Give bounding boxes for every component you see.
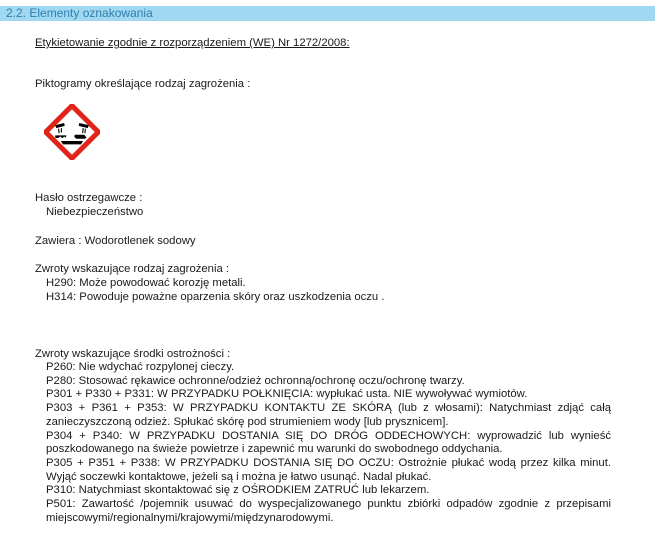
pictograms-label: Piktogramy określające rodzaj zagrożenia : — [35, 78, 251, 90]
signal-word-value: Niebezpieczeństwo — [46, 206, 144, 218]
ghs05-corrosive-icon — [44, 104, 100, 160]
hazard-statement: H290: Może powodować korozję metali. — [46, 277, 246, 289]
precautionary-statement: P303 + P361 + P353: W PRZYPADKU KONTAKTU ZE SKÓRĄ (lub z włosami): Natychmiast zdjąć całą zanieczyszczoną odzież. Spłukać skórę pod strumieniem wody [lub prysznicem]. — [46, 402, 611, 428]
precautionary-statement: P301 + P330 + P331: W PRZYPADKU POŁKNIĘCIA: wypłukać usta. NIE wywoływać wymiotów. — [46, 388, 528, 401]
precautionary-statement: P310: Natychmiast skontaktować się z OŚRODKIEM ZATRUĆ lub lekarzem. — [46, 484, 430, 497]
contains-text: Zawiera : Wodorotlenek sodowy — [35, 235, 196, 247]
hazard-statements-label: Zwroty wskazujące rodzaj zagrożenia : — [35, 263, 230, 275]
regulation-heading: Etykietowanie zgodnie z rozporządzeniem (WE) Nr 1272/2008: — [35, 37, 350, 49]
signal-word-label: Hasło ostrzegawcze : — [35, 192, 143, 204]
precautionary-statement: P280: Stosować rękawice ochronne/odzież ochronną/ochronę oczu/ochronę twarzy. — [46, 374, 465, 387]
precautionary-statements-list — [46, 361, 611, 525]
hazard-statement: H314: Powoduje poważne oparzenia skóry oraz uszkodzenia oczu . — [46, 291, 385, 303]
precautionary-statements-label: Zwroty wskazujące środki ostrożności : — [35, 348, 231, 360]
precautionary-statement: P305 + P351 + P338: W PRZYPADKU DOSTANIA SIĘ DO OCZU: Ostrożnie płukać wodą przez kilka minut. Wyjąć soczewki kontaktowe, jeżeli są i można je łatwo usunąć. Nadal płukać. — [46, 456, 611, 483]
precautionary-statement: P501: Zawartość /pojemnik usuwać do wyspecjalizowanego punktu zbiórki odpadów zgodnie z przepisami miejscowymi/regionalnymi/krajowymi/międzynarodowymi. — [46, 498, 611, 524]
precautionary-statement: P260: Nie wdychać rozpylonej cieczy. — [46, 361, 235, 373]
precautionary-statement: P304 + P340: W PRZYPADKU DOSTANIA SIĘ DO DRÓG ODDECHOWYCH: wyprowadzić lub wynieść poszkodowanego na świeże powietrze i zapewnić mu warunki do swobodnego oddychania. — [46, 429, 611, 456]
section-header: 2.2. Elementy oznakowania — [0, 6, 655, 21]
